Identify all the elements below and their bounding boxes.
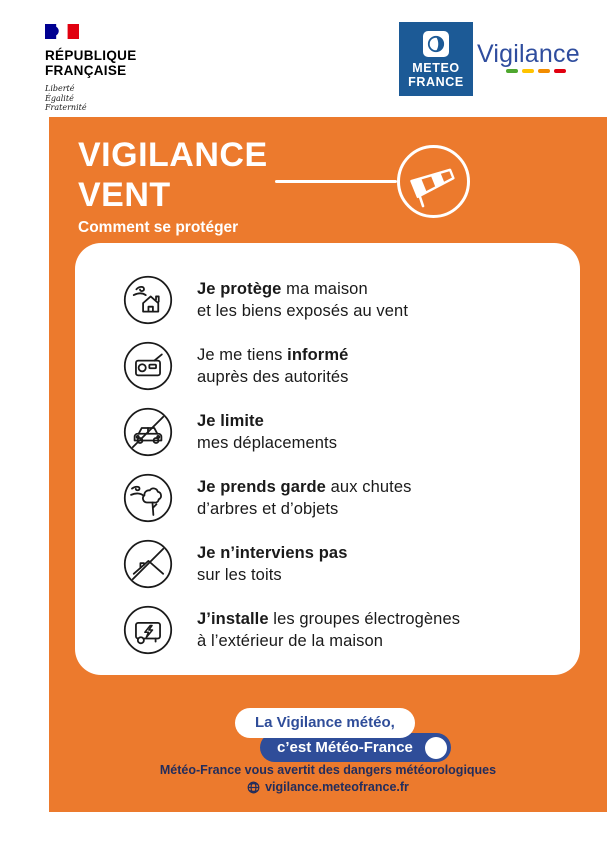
- poster-title: VIGILANCE VENT: [78, 136, 268, 214]
- footer-url-line: [49, 779, 607, 796]
- vigilance-vent-poster: [49, 117, 607, 812]
- advice-text: J’installe les groupes électrogènes à l’extérieur de la maison: [197, 609, 461, 650]
- vigilance-wordmark: Vigilance: [477, 40, 580, 68]
- advice-text: Je protège ma maison et les biens exposés au vent: [197, 279, 409, 320]
- advice-item-limit-travel: [123, 399, 580, 465]
- toggle-knob-icon: [425, 737, 447, 759]
- advice-bold: Je protège: [197, 279, 282, 298]
- meteo-france-pill: c’est Météo-France: [260, 733, 451, 762]
- red-dash: [554, 69, 566, 73]
- french-flag-icon: [45, 24, 79, 39]
- advice-item-no-roof-work: [123, 531, 580, 597]
- advice-bold: J’installe: [197, 609, 269, 628]
- republique-francaise-logo: [45, 24, 137, 113]
- meteo-france-wordmark: METEO FRANCE: [408, 61, 464, 89]
- advice-item-protect-house: [123, 267, 580, 333]
- advice-text: Je me tiens informé auprès des autorités: [197, 345, 349, 386]
- advice-text: Je prends garde aux chutes d’arbres et d’objets: [197, 477, 412, 518]
- poster-footer: [49, 762, 607, 796]
- generator-icon: [123, 605, 173, 655]
- radio-icon: [123, 341, 173, 391]
- green-dash: [506, 69, 518, 73]
- advice-item-generator-outside: [123, 597, 580, 663]
- advice-bold: Je n’interviens pas: [197, 543, 348, 562]
- advice-bold: Je prends garde: [197, 477, 326, 496]
- vigilance-color-scale-icon: [506, 69, 566, 73]
- advice-bold: informé: [287, 345, 349, 364]
- falling-tree-icon: [123, 473, 173, 523]
- title-connector-line: [275, 180, 397, 183]
- advice-item-stay-informed: [123, 333, 580, 399]
- republique-motto: Liberté Égalité Fraternité: [45, 84, 87, 112]
- yellow-dash: [522, 69, 534, 73]
- vigilance-meteo-pill: La Vigilance météo,: [235, 708, 415, 738]
- meteo-france-glyph-icon: [423, 31, 449, 57]
- advice-item-falling-objects: [123, 465, 580, 531]
- wind-house-icon: [123, 275, 173, 325]
- poster-subtitle: Comment se protéger: [78, 219, 239, 236]
- advice-card: [75, 243, 580, 675]
- no-roof-work-icon: [123, 539, 173, 589]
- footer-tagline: Météo-France vous avertit des dangers météorologiques: [159, 763, 497, 777]
- footer-url: vigilance.meteofrance.fr: [265, 780, 409, 794]
- globe-icon: [247, 781, 260, 794]
- no-driving-icon: [123, 407, 173, 457]
- orange-dash: [538, 69, 550, 73]
- windsock-icon: [395, 143, 472, 220]
- advice-bold: Je limite: [197, 411, 264, 430]
- republique-name: RÉPUBLIQUE FRANÇAISE: [45, 48, 137, 78]
- advice-text: Je n’interviens pas sur les toits: [197, 543, 348, 584]
- advice-text: Je limite mes déplacements: [197, 411, 338, 452]
- meteo-france-logo: [399, 22, 473, 96]
